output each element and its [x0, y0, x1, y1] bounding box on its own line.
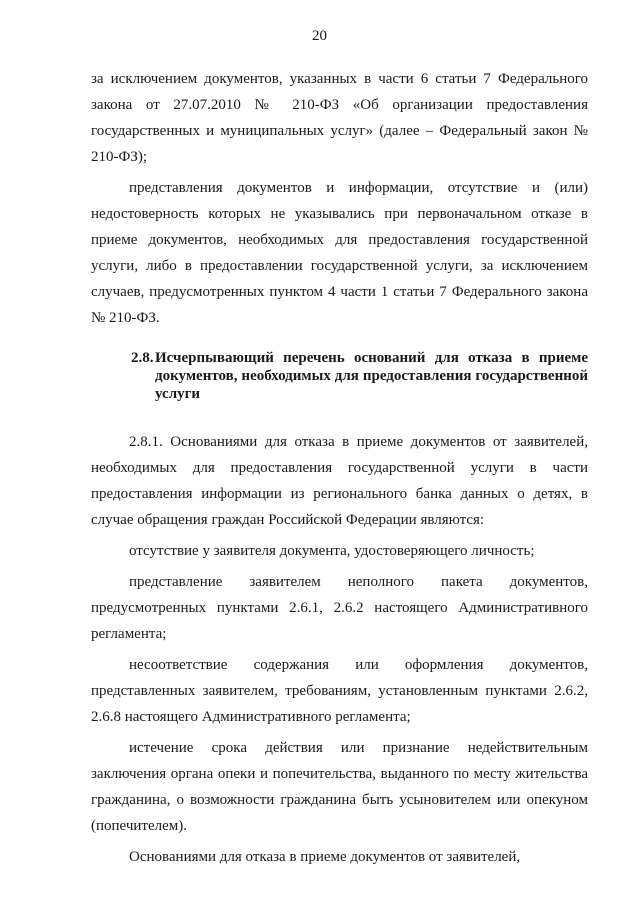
paragraph: представления документов и информации, отсутствие и (или) недостоверность которых не указывались при первоначальном отказе в приеме документов, необходимых для предоставления государственной услуги, либо в предоставлении государственной услуги, за исключением случаев, предусмотренных пунктом 4 части 1 статьи 7 Федерального закона № 210-ФЗ. — [91, 180, 588, 326]
page-number: 20 — [312, 28, 327, 44]
paragraph: представление заявителем неполного пакета документов, предусмотренных пунктами 2.6.1, 2.6.2 настоящего Административного регламента; — [91, 574, 588, 642]
section-title: Исчерпывающий перечень оснований для отказа в приеме документов, необходимых для предоставления государственной услуги — [155, 350, 588, 402]
paragraph: Основаниями для отказа в приеме документов от заявителей, — [129, 849, 521, 865]
paragraph: 2.8.1. Основаниями для отказа в приеме документов от заявителей, необходимых для предоставления государственной услуги в части предоставления информации из регионального банка данных о детях, в случае обращения граждан Российской Федерации являются: — [91, 434, 588, 528]
document-body — [91, 66, 588, 870]
paragraph: несоответствие содержания или оформления документов, представленных заявителем, требованиям, установленным пунктами 2.6.2, 2.6.8 настоящего Административного регламента; — [91, 657, 588, 725]
paragraph: истечение срока действия или признание недействительным заключения органа опеки и попечительства, выданного по месту жительства гражданина, о возможности гражданина быть усыновителем или опекуном (попечителем). — [91, 740, 588, 834]
section-heading — [91, 349, 588, 403]
paragraph: отсутствие у заявителя документа, удостоверяющего личность; — [129, 543, 535, 559]
paragraph: за исключением документов, указанных в части 6 статьи 7 Федерального закона от 27.07.2010 № 210-ФЗ «Об организации предоставления государственных и муниципальных услуг» (далее – Федеральный закон № 210-ФЗ); — [91, 71, 588, 165]
section-number: 2.8. — [131, 350, 154, 366]
